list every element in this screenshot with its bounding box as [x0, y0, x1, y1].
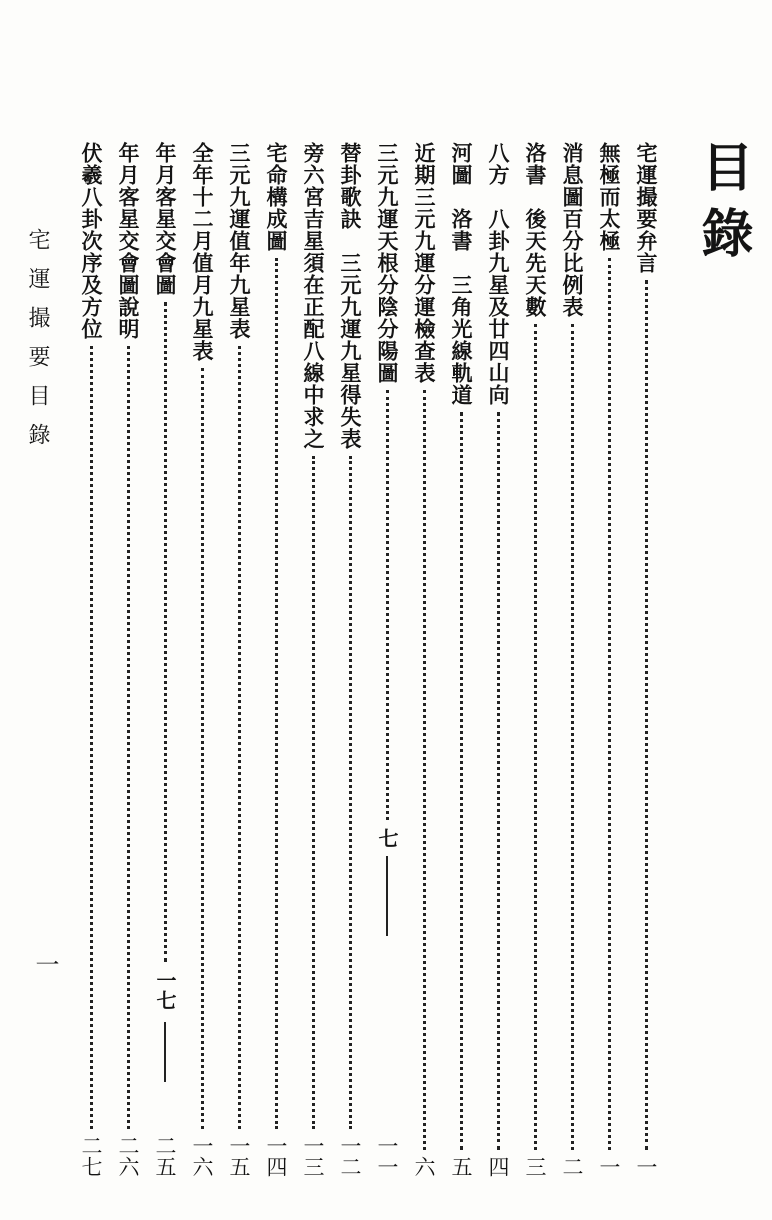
toc-entry-page: 一五 — [227, 1135, 251, 1177]
toc-entry-title: 洛書 後天先天數 — [523, 142, 548, 318]
subsection-range — [150, 968, 180, 1135]
toc-entry-page: 六 — [412, 1156, 436, 1177]
toc-entry-page: 二五 — [153, 1135, 177, 1177]
toc-entry — [335, 142, 365, 1177]
toc-entry-title: 年月客星交會圖說明 — [116, 142, 141, 340]
dot-leader — [460, 412, 463, 1150]
dot-leader — [534, 324, 537, 1150]
dot-leader — [349, 456, 352, 1129]
toc-entry-page: 一一 — [375, 1135, 399, 1177]
toc-entry-title: 宅命構成圖 — [264, 142, 289, 252]
dot-leader — [386, 390, 389, 820]
toc-entry-page: 一 — [634, 1156, 658, 1177]
toc-entry — [224, 142, 254, 1177]
toc-entry-title: 八方 八卦九星及廿四山向 — [486, 142, 511, 406]
toc-entry-page: 一二 — [338, 1135, 362, 1177]
toc-entry — [298, 142, 328, 1177]
page-title: 目錄 — [692, 140, 753, 272]
toc-entry-page: 一 — [597, 1156, 621, 1177]
dot-leader — [312, 456, 315, 1129]
toc-entry-title: 消息圖百分比例表 — [560, 142, 585, 318]
dot-leader — [571, 324, 574, 1150]
toc-entry — [483, 142, 513, 1177]
toc-entry-title: 近期三元九運分運檢查表 — [412, 142, 437, 384]
dot-leader — [645, 280, 648, 1150]
toc-entry — [409, 142, 439, 1177]
toc-entry-page: 一六 — [190, 1135, 214, 1177]
toc-entry — [594, 142, 624, 1177]
toc-entry-title: 宅運撮要弁言 — [634, 142, 659, 274]
dot-leader — [497, 412, 500, 1150]
toc-entry-title: 三元九運天根分陰分陽圖 — [375, 142, 400, 384]
toc-entry-page: 二七 — [79, 1135, 103, 1177]
subsection-start-page: 七 — [375, 828, 399, 848]
toc-entry-page: 二 — [560, 1156, 584, 1177]
toc-entry-title: 年月客星交會圖 — [153, 142, 178, 296]
toc-entry — [150, 142, 180, 1177]
folio-page-number: 一 — [31, 952, 59, 976]
running-title: 宅運撮要目錄 — [25, 228, 50, 462]
toc-entry-title: 替卦歌訣 三元九運九星得失表 — [338, 142, 363, 450]
dot-leader — [423, 390, 426, 1150]
toc-entry-page: 一四 — [264, 1135, 288, 1177]
toc-entry — [520, 142, 550, 1177]
toc-entry — [113, 142, 143, 1177]
toc-list — [0, 142, 772, 1182]
toc-entry-page: 四 — [486, 1156, 510, 1177]
dot-leader — [90, 346, 93, 1129]
dot-leader — [164, 302, 167, 962]
dot-leader — [238, 346, 241, 1129]
toc-entry — [187, 142, 217, 1177]
toc-entry-title: 三元九運值年九星表 — [227, 142, 252, 340]
page-range-bar — [386, 856, 388, 936]
toc-entry-page: 五 — [449, 1156, 473, 1177]
toc-entry-title: 旁六宮吉星須在正配八線中求之 — [301, 142, 326, 450]
dot-leader — [608, 258, 611, 1150]
toc-entry — [446, 142, 476, 1177]
toc-entry-title: 伏羲八卦次序及方位 — [79, 142, 104, 340]
dot-leader — [275, 258, 278, 1129]
toc-entry-page: 二六 — [116, 1135, 140, 1177]
toc-entry-title: 河圖 洛書 三角光線軌道 — [449, 142, 474, 406]
page-range-bar — [164, 1022, 166, 1082]
toc-entry — [631, 142, 661, 1177]
toc-entry-page: 一三 — [301, 1135, 325, 1177]
subsection-range — [372, 826, 402, 1135]
toc-entry — [76, 142, 106, 1177]
subsection-start-page: 一七 — [153, 970, 177, 1010]
toc-entry-title: 無極而太極 — [597, 142, 622, 252]
dot-leader — [127, 346, 130, 1129]
toc-entry-page: 三 — [523, 1156, 547, 1177]
toc-entry — [261, 142, 291, 1177]
toc-entry — [557, 142, 587, 1177]
toc-entry — [372, 142, 402, 1177]
toc-entry-title: 全年十二月值月九星表 — [190, 142, 215, 362]
dot-leader — [201, 368, 204, 1129]
